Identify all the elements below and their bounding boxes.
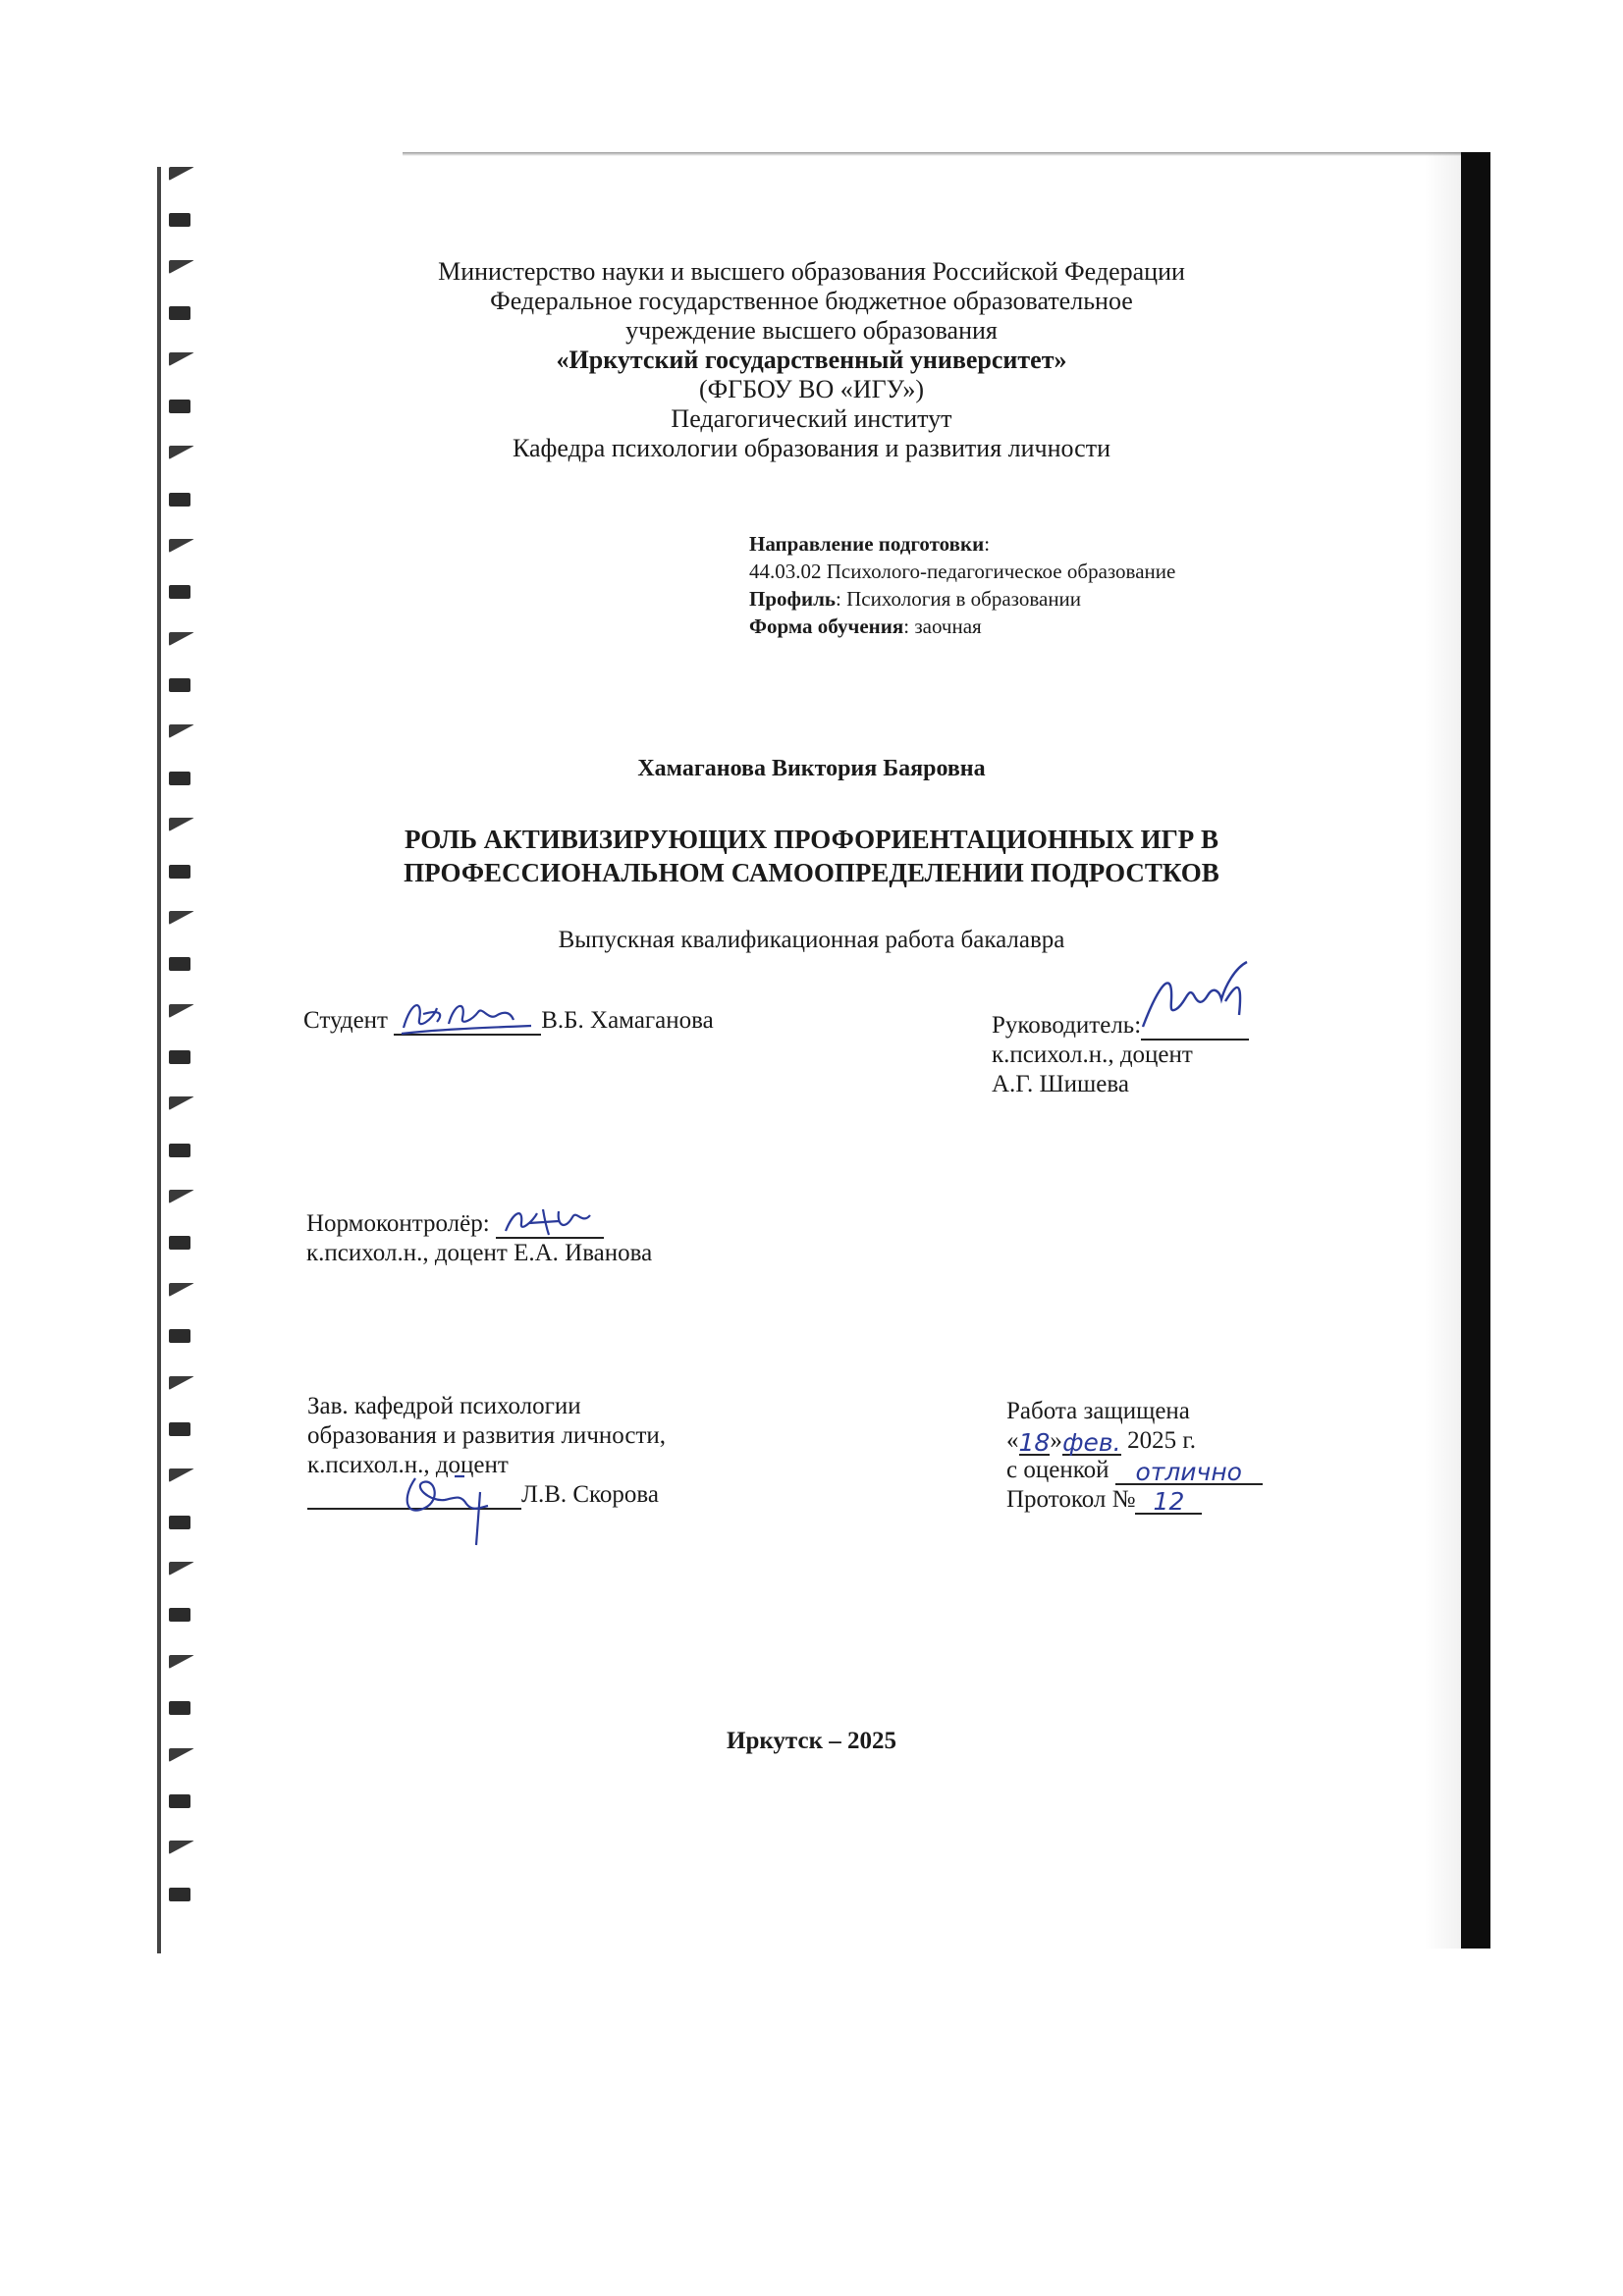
- university-abbr: (ФГБОУ ВО «ИГУ»): [698, 375, 925, 403]
- supervisor-signature: [1137, 956, 1265, 1035]
- form-value: заочная: [914, 614, 982, 638]
- institution-line-2: учреждение высшего образования: [625, 316, 998, 345]
- binding-tooth: [169, 1562, 194, 1575]
- binding-tooth: [169, 1329, 190, 1343]
- protocol-number: 12: [1135, 1487, 1202, 1515]
- binding-tooth: [169, 1190, 194, 1203]
- grade-value: отлично: [1115, 1458, 1263, 1485]
- binding-tooth: [169, 167, 194, 181]
- binding-tooth: [169, 1608, 190, 1622]
- title-line-2: ПРОФЕССИОНАЛЬНОМ САМООПРЕДЕЛЕНИИ ПОДРОСТКОВ: [404, 858, 1219, 887]
- binding-tooth: [169, 493, 190, 507]
- university-name: «Иркутский государственный университет»: [556, 346, 1067, 374]
- thesis-title: [0, 823, 1623, 889]
- supervisor-label: Руководитель:: [992, 1012, 1142, 1039]
- binding-tooth: [169, 1655, 194, 1669]
- grade-label: с оценкой: [1006, 1457, 1109, 1483]
- binding-tooth: [169, 678, 190, 692]
- binding-tooth: [169, 1701, 190, 1715]
- defense-day: 18: [1018, 1428, 1051, 1457]
- scan-top-edge: [403, 152, 1483, 156]
- student-name: В.Б. Хамаганова: [541, 1007, 714, 1034]
- ministry-line: Министерство науки и высшего образования Российской Федерации: [438, 257, 1185, 286]
- head-dept-line-3: к.психол.н., доцент: [307, 1452, 509, 1478]
- binding-tooth: [169, 1468, 194, 1482]
- protocol-label: Протокол №: [1006, 1486, 1136, 1513]
- head-dept-signature-line: [307, 1482, 521, 1510]
- defense-line-1: Работа защищена: [1006, 1398, 1190, 1424]
- direction-value: 44.03.02 Психолого-педагогическое образование: [749, 560, 1176, 583]
- direction-block: [749, 530, 1175, 640]
- defense-block: [1006, 1397, 1263, 1515]
- head-dept-line-2: образования и развития личности,: [307, 1422, 667, 1449]
- colon: :: [903, 614, 915, 638]
- binding-tooth: [169, 1888, 190, 1901]
- form-label: Форма обучения: [749, 614, 904, 638]
- institute-name: Педагогический институт: [671, 404, 952, 433]
- binding-tooth: [169, 1283, 194, 1297]
- institution-line-1: Федеральное государственное бюджетное образовательное: [490, 287, 1133, 315]
- defense-month: фев.: [1062, 1428, 1121, 1457]
- binding-tooth: [169, 585, 190, 599]
- student-signature-line: [394, 1008, 541, 1036]
- colon: :: [836, 587, 847, 611]
- header-block: [0, 257, 1623, 463]
- profile-value: Психология в образовании: [846, 587, 1082, 611]
- binding-tooth: [169, 1516, 190, 1529]
- profile-label: Профиль: [749, 587, 837, 611]
- author-name: Хамаганова Виктория Баяровна: [637, 756, 986, 781]
- binding-tooth: [169, 1004, 194, 1018]
- binding-tooth: [169, 539, 194, 553]
- head-of-department-block: [307, 1392, 666, 1510]
- binding-tooth: [169, 911, 194, 925]
- student-label: Студент: [303, 1007, 388, 1034]
- normocontrol-block: [306, 1209, 652, 1268]
- binding-tooth: [169, 1050, 190, 1064]
- defense-year: 2025 г.: [1127, 1427, 1196, 1454]
- supervisor-signature-line: [1141, 1013, 1249, 1041]
- student-block: [303, 1006, 714, 1036]
- binding-tooth: [169, 1422, 190, 1436]
- supervisor-degree: к.психол.н., доцент: [992, 1041, 1193, 1068]
- binding-tooth: [169, 1841, 194, 1854]
- binding-tooth: [169, 1794, 190, 1808]
- department-name: Кафедра психологии образования и развития личности: [513, 434, 1110, 462]
- normocontrol-signature-line: [496, 1211, 604, 1239]
- work-type: Выпускная квалификационная работа бакалавра: [558, 927, 1065, 953]
- supervisor-name: А.Г. Шишева: [992, 1071, 1129, 1097]
- binding-tooth: [169, 1144, 190, 1157]
- supervisor-block: [992, 1011, 1249, 1099]
- date-close-quote: »: [1050, 1427, 1062, 1454]
- binding-tooth: [169, 213, 190, 227]
- head-dept-name: Л.В. Скорова: [521, 1481, 660, 1508]
- binding-tooth: [169, 1376, 194, 1390]
- head-dept-line-1: Зав. кафедрой психологии: [307, 1393, 581, 1419]
- normocontrol-label: Нормоконтролёр:: [306, 1210, 490, 1237]
- title-line-1: РОЛЬ АКТИВИЗИРУЮЩИХ ПРОФОРИЕНТАЦИОННЫХ ИГР В: [404, 825, 1219, 854]
- binding-tooth: [169, 724, 194, 738]
- date-open-quote: «: [1006, 1427, 1019, 1454]
- student-signature: [394, 990, 541, 1040]
- city-year: Иркутск – 2025: [727, 1728, 896, 1754]
- colon: :: [984, 532, 991, 556]
- binding-tooth: [169, 1096, 194, 1110]
- binding-tooth: [169, 957, 190, 971]
- direction-label: Направление подготовки: [749, 532, 985, 556]
- binding-tooth: [169, 632, 194, 646]
- normocontrol-detail: к.психол.н., доцент Е.А. Иванова: [306, 1240, 653, 1266]
- normocontrol-signature: [500, 1201, 608, 1241]
- binding-tooth: [169, 1236, 190, 1250]
